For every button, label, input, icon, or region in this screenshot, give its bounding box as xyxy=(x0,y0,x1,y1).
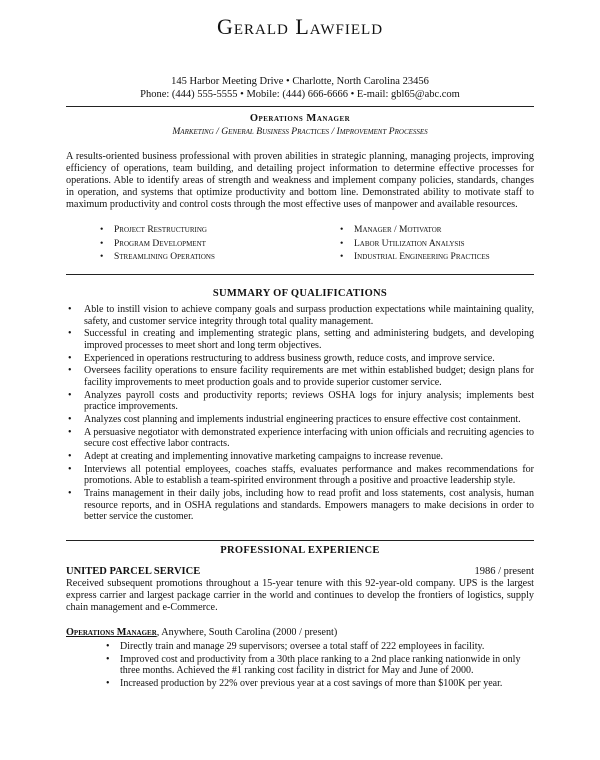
list-item: • Increased production by 22% over previous year at a cost savings of more than $100K per year. xyxy=(110,678,534,690)
qualifications-heading: SUMMARY OF QUALIFICATIONS xyxy=(212,288,388,299)
section-divider xyxy=(66,274,534,275)
employer-name: UNITED PARCEL SERVICE xyxy=(66,566,201,577)
section-divider xyxy=(66,540,534,541)
employer-description: Received subsequent promotions throughout a 15-year tenure with this 92-year-old company. UPS is the largest express carrier and largest package carrier in the world and continues to develop the frontiers of logistics, supply chain management and e-Commerce. xyxy=(66,578,534,614)
job-title: Operations Manager xyxy=(249,113,351,124)
list-item: • Successful in creating and implementing strategic plans, setting and administering budgets, and developing improved processes to meet short and long term objectives. xyxy=(66,328,534,351)
qualifications-list xyxy=(66,304,534,524)
list-item: • Experienced in operations restructuring to address business growth, reduce costs, and improve service. xyxy=(66,353,534,365)
duties-list xyxy=(110,641,534,691)
list-item: • Adept at creating and implementing innovative marketing campaigns to increase revenue. xyxy=(66,451,534,463)
summary-intro: A results-oriented business professional with proven abilities in strategic planning, managing projects, improving efficiency of operations, team building, and detailing project information to determine effective processes for operations. Able to identify areas of strength and weakness and implement company policies, standards, changes in operation, and systems that optimize productivity and bottom line. Demonstrated ability to motivate staff to maximum productivity and control costs through the most effective uses of manpower and available resources. xyxy=(66,151,534,211)
keyword-item: • Labor Utilization Analysis xyxy=(340,238,465,249)
list-item: • Improved cost and productivity from a 30th place ranking to a 2nd place ranking nationwide in only three months. Achieved the #1 ranking cost facility in district for May and June of 2000. xyxy=(110,654,534,677)
list-item: • Trains management in their daily jobs, including how to read profit and loss statements, cost analysis, human resource reports, and in OSHA regulations and standards. Empowers managers to make decisions in order to better service the customer. xyxy=(66,488,534,523)
list-item: • Analyzes payroll costs and productivity reports; reviews OSHA logs for injury analysis; implements best practice improvements. xyxy=(66,390,534,413)
keyword-item: • Manager / Motivator xyxy=(340,225,442,235)
header-divider xyxy=(66,106,534,107)
keywords-right-column xyxy=(340,224,490,265)
role-title: Operations Manager xyxy=(66,627,157,638)
candidate-name: Gerald Lawfield xyxy=(216,14,384,39)
keyword-item: • Industrial Engineering Practices xyxy=(340,252,490,262)
list-item: • Directly train and manage 29 supervisors; oversee a total staff of 222 employees in facility. xyxy=(110,641,534,653)
list-item: • Analyzes cost planning and implements industrial engineering practices to ensure effective cost containment. xyxy=(66,414,534,426)
keyword-item: • Project Restructuring xyxy=(100,225,207,235)
list-item: • Oversees facility operations to ensure facility requirements are met within established budget; design plans for facility improvements to meet production goals and to provide superior customer service. xyxy=(66,365,534,388)
address-line: 145 Harbor Meeting Drive • Charlotte, North Carolina 23456 xyxy=(171,76,429,87)
role-line xyxy=(66,627,337,638)
job-subtitle: Marketing / General Business Practices / Improvement Processes xyxy=(172,126,428,137)
keywords-left-column xyxy=(100,224,215,265)
keyword-item: • Streamlining Operations xyxy=(100,252,215,262)
list-item: • Able to instill vision to achieve company goals and surpass production expectations while maintaining quality, safety, and customer service integrity through total quality management. xyxy=(66,304,534,327)
keyword-item: • Program Development xyxy=(100,238,206,249)
employment-dates: 1986 / present xyxy=(474,566,534,577)
list-item: • A persuasive negotiator with demonstrated experience interfacing with union officials and recruiting agencies to secure cost effective labor contracts. xyxy=(66,427,534,450)
experience-heading: PROFESSIONAL EXPERIENCE xyxy=(220,545,380,556)
role-detail: , Anywhere, South Carolina (2000 / present) xyxy=(156,627,338,638)
list-item: • Interviews all potential employees, coaches staffs, evaluates performance and makes recommendations for promotions. Able to establish a team-spirited environment through a positive and proactive leadership style. xyxy=(66,464,534,487)
phone-email-line: Phone: (444) 555-5555 • Mobile: (444) 666-6666 • E-mail: gbl65@abc.com xyxy=(140,89,460,100)
